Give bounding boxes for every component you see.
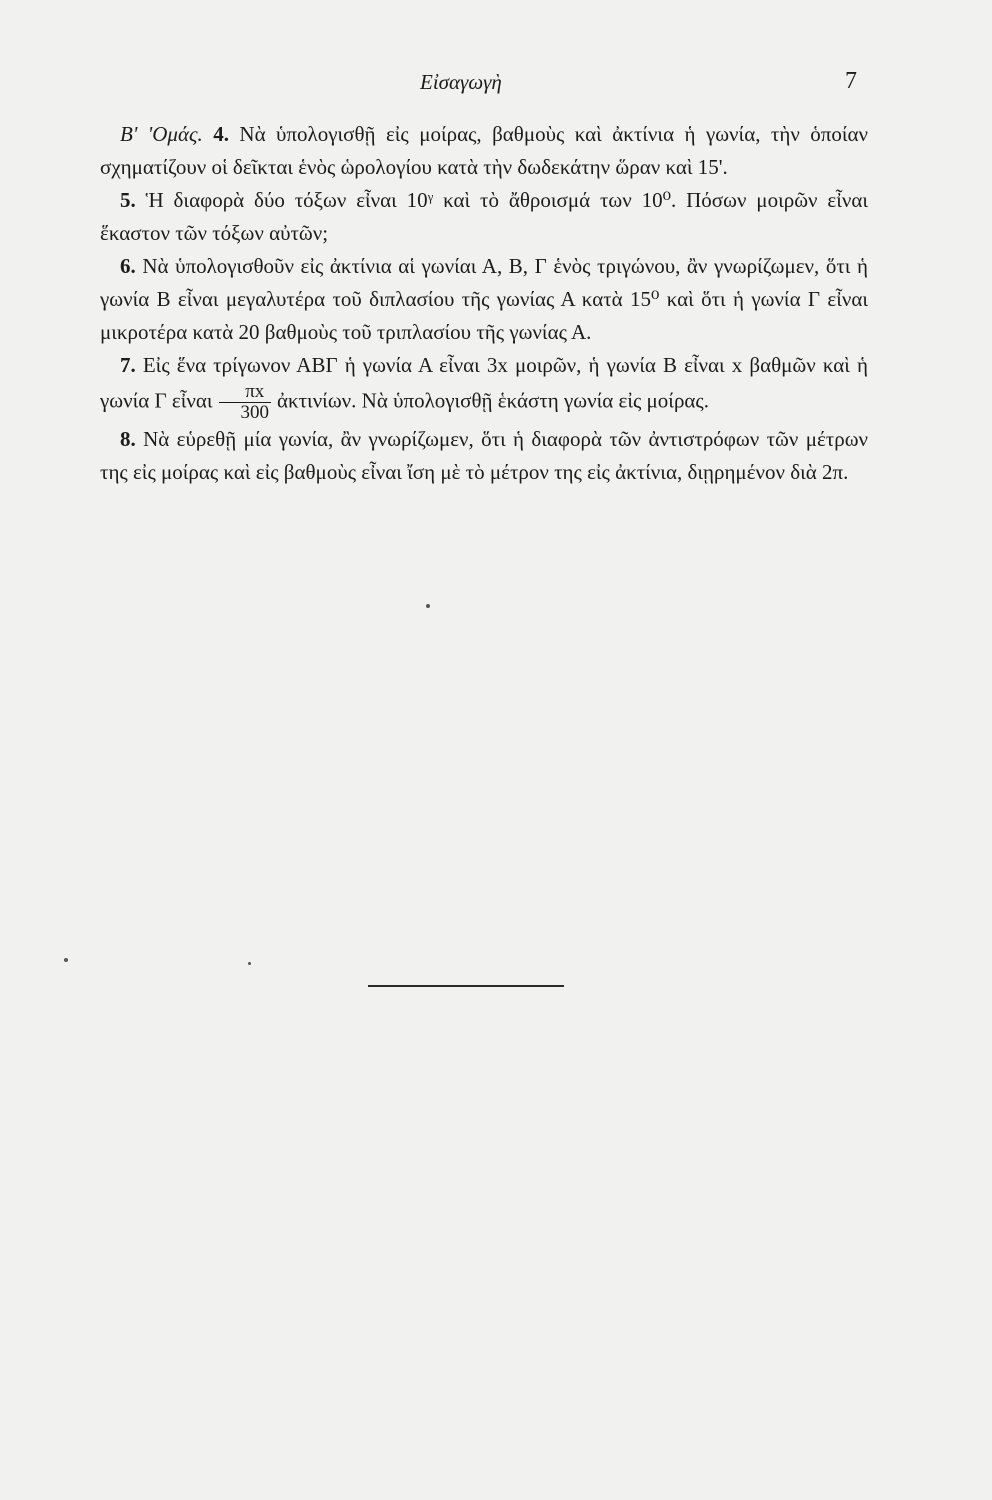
exercise-4: [100, 118, 868, 184]
exercise-6: [100, 250, 868, 349]
fraction-denominator: 300: [240, 402, 270, 423]
exercise-text-continued: ἀκτινίων. Νὰ ὑπολογισθῇ ἑκάστη γωνία εἰς μοίρας.: [277, 388, 709, 413]
exercise-7: [100, 349, 868, 423]
exercise-number: 8.: [120, 427, 136, 451]
fraction: [219, 382, 272, 423]
running-title: Εἰσαγωγὴ: [420, 70, 502, 94]
print-speck: [64, 958, 68, 962]
exercise-number: 5.: [120, 188, 136, 212]
exercise-list: [100, 118, 868, 489]
exercise-text: Νὰ ὑπολογισθοῦν εἰς ἀκτίνια αἱ γωνίαι Α, Β, Γ ἑνὸς τριγώνου, ἂν γνωρίζωμεν, ὅτι ἡ γωνία Β εἶναι μεγαλυτέρα τοῦ διπλασίου τῆς γωνίας Α κατὰ 15⁰ καὶ ὅτι ἡ γωνία Γ εἶναι μικροτέρα κατὰ 20 βαθμοὺς τοῦ τριπλασίου τῆς γωνίας Α.: [100, 254, 869, 344]
group-label: Β' 'Ομάς.: [120, 122, 203, 146]
fraction-numerator: πx: [219, 382, 272, 403]
exercise-text: Νὰ εὑρεθῇ μία γωνία, ἂν γνωρίζωμεν, ὅτι ἡ διαφορὰ τῶν ἀντιστρόφων τῶν μέτρων της εἰς μοίρας καὶ εἰς βαθμοὺς εἶναι ἴση μὲ τὸ μέτρον της εἰς ἀκτίνια, διῃρημένον διὰ 2π.: [100, 427, 869, 484]
exercise-text: Νὰ ὑπολογισθῇ εἰς μοίρας, βαθμοὺς καὶ ἀκτίνια ἡ γωνία, τὴν ὁποίαν σχηματίζουν οἱ δεῖκται ἑνὸς ὡρολογίου κατὰ τὴν δωδεκάτην ὥραν καὶ 15'.: [100, 122, 869, 179]
print-speck: [248, 962, 251, 965]
exercise-5: [100, 184, 868, 250]
exercise-text: Εἰς ἕνα τρίγωνον ΑΒΓ ἡ γωνία Α εἶναι 3x μοιρῶν, ἡ γωνία Β εἶναι x βαθμῶν καὶ ἡ γωνία Γ εἶναι: [100, 353, 868, 413]
running-header: [0, 70, 992, 100]
section-end-rule: [368, 985, 564, 987]
exercise-8: [100, 423, 868, 489]
exercise-number: 4.: [213, 122, 229, 146]
print-speck: [426, 604, 430, 608]
exercise-number: 7.: [120, 353, 136, 377]
exercise-number: 6.: [120, 254, 136, 278]
exercise-text: Ἡ διαφορὰ δύο τόξων εἶναι 10ᵞ καὶ τὸ ἄθροισμά των 10⁰. Πόσων μοιρῶν εἶναι ἕκαστον τῶν τόξων αὐτῶν;: [100, 188, 868, 245]
page-number: 7: [845, 68, 857, 94]
